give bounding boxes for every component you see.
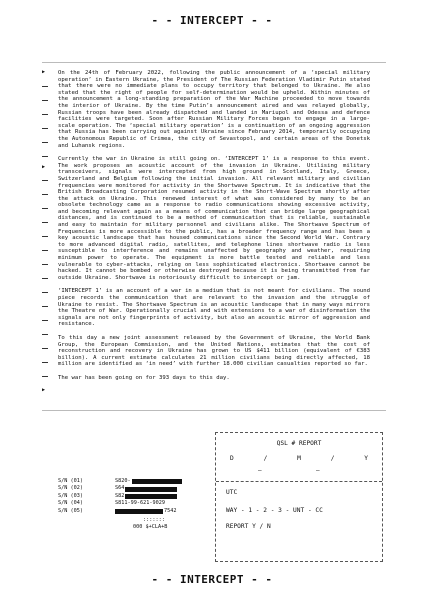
paragraph-days: The war has been going on for 393 days to this day. [58, 374, 230, 381]
qsl-date-underscore: – [316, 467, 320, 474]
margin-dash [42, 264, 48, 265]
signal-label: S/N (03) [58, 492, 83, 499]
signal-row [58, 493, 208, 500]
margin-dash [42, 180, 48, 181]
margin-dash [42, 222, 48, 223]
qsl-separator [216, 481, 382, 482]
qsl-utc: UTC [226, 489, 238, 496]
signal-value: S811-99-621-9029 [115, 500, 165, 507]
signal-row [58, 478, 208, 485]
margin-dash [42, 348, 48, 349]
redaction-bar [115, 509, 163, 514]
paragraph-intercept: Currently the war in Ukraine is still going on. ‘INTERCEPT 1’ is a response to this event. The work proposes an acoustic account of the invasion in Ukraine. Utilising military transceivers, signals were intercepted from high ground in Scotland, Italy, Greece, Switzerland and Belgium following the initial invasion. All relevant military and civilian frequencies were monitored for activity in the Shortwave Spectrum. It is indicative that the British Broadcasting Corporation resumed activity in the Short-Wave Spectrum shortly after the attack on Ukraine. This renewed interest of what was considered by many to be an obsolete technology came as a response to radio communications showing excessive activity, and becoming relevant again as a means of communication that can bridge large geographical distances, and is continued to be a method of communication that is reliable, sustainable and easy to maintain for military personnel and civilians alike. The Shortwave Spectrum of Frequencies is more accessible to the public, has a broader frequency range and has been a key acoustic landscape that has housed communications since the Second World War. Contrary to more advanced digital radio, satellites, and telephone lines shortwave radio is less susceptible to interference and remains unaffected by geography and weather, requiring minimum power to operate. The equipment is more battle tested and reliable and less vulnerable to cyber-attacks, relying on less sophisticated electronics. Shortwave cannot be hacked. It cannot be bombed or otherwise destroyed because it is being transmitted from far outside Ukraine. Shortwave is notoriously difficult to intercept or jam. [58, 156, 370, 281]
margin-dash [42, 306, 48, 307]
paragraph-assessment: To this day a new joint assessment released by the Government of Ukraine, the World Bank Group, the European Commission, and the United Nations, estimates that the cost of reconstruction and recovery in Ukraine has grown to US $411 billion (equivalent of €383 billion). A current estimate calculates 21 million civilians being directly affected, 18 million are identified as ‘in need’ with further 18.000 civilian casualties reported so far. [58, 334, 370, 368]
margin-dash [42, 292, 48, 293]
signal-label: S/N (01) [58, 478, 83, 484]
margin-marks [42, 70, 52, 410]
margin-dash [42, 128, 48, 129]
arrow-marker-icon: ▶ [42, 69, 46, 75]
signal-row [58, 485, 208, 492]
qsl-slash: / [330, 455, 335, 462]
margin-dash [42, 320, 48, 321]
qsl-date-underscore: – [258, 467, 262, 474]
signal-label: S/N (05) [58, 507, 83, 514]
middle-divider [42, 410, 386, 411]
qsl-report-yn: REPORT Y / N [226, 523, 271, 530]
margin-dash [42, 376, 48, 377]
margin-dash [42, 250, 48, 251]
qsl-report-card [215, 432, 383, 562]
article-body [58, 70, 370, 389]
signal-row [58, 500, 208, 507]
top-divider [42, 62, 386, 63]
arrow-marker-icon: ▶ [42, 164, 46, 170]
margin-dash [42, 100, 48, 101]
paragraph-medium: ‘INTERCEPT 1’ is an account of a war in a medium that is not meant for civilians. The sound piece records the communication that are relevant to the invasion and the struggle of Ukraine to resist. The Shortwave Spectrum is an acoustic landscape that in many ways mirrors the Theatre of War. Operationally crucial and with extensions to a war of disinformation the signals are not only fingerprints of activity, but also an acoustic mirror of aggression and resistance. [58, 288, 370, 328]
margin-dash [42, 114, 48, 115]
margin-dash [42, 278, 48, 279]
margin-dash [42, 208, 48, 209]
signal-label: S/N (02) [58, 485, 83, 492]
qsl-title: QSL # REPORT [276, 440, 322, 447]
margin-dash [42, 156, 48, 157]
margin-dash [42, 86, 48, 87]
signal-label: S/N (04) [58, 500, 83, 507]
qsl-day-label: D [230, 455, 234, 462]
margin-dash [42, 334, 48, 335]
margin-dash [42, 142, 48, 143]
code-string: 000 $+CLA+B [133, 524, 168, 530]
paragraph-invasion: On the 24th of February 2022, following the public announcement of a ‘special military operation’ in Eastern Ukraine, the President of The Russian Federation Vladimir Putin stated that there were no immediate plans to occupy territory that belonged to Ukraine. He also stated that the right of people for self-determination would be upheld. Within minutes of the announcement a long-standing preparation of the War Machine proceeded to move towards the interior of Ukraine. By the time Putin’s announcement aired and was relayed globally, Russian troops have been already dispatched and landed in Mariupol and Odessa and defence facilities were targeted. Soon after Russian Military Forces began to engage in a large-scale operation. The ‘special military operation’ is a continuation of an ongoing aggression that Russia has been carrying out against Ukraine since February 2014, temporarily occupying the Autonomous Republic of Crimea, the city of Sevastopol, and certain areas of the Donetsk and Luhansk regions. [58, 70, 370, 149]
signal-row [58, 508, 208, 515]
margin-dash [42, 362, 48, 363]
signal-value: S820- [115, 478, 131, 484]
arrow-marker-icon: ▶ [42, 387, 46, 393]
signal-value: S82 [115, 492, 125, 499]
redaction-bar [125, 487, 177, 492]
margin-dash [42, 194, 48, 195]
page-title: - - INTERCEPT - - [151, 14, 273, 27]
qsl-way: WAY - 1 - 2 - 3 - UNT - CC [226, 507, 323, 514]
qsl-month-label: M [297, 455, 301, 462]
margin-dash [42, 236, 48, 237]
code-dots: ::::::: [143, 517, 165, 523]
footer-title: - - INTERCEPT - - [151, 573, 273, 586]
signal-list [58, 478, 208, 515]
redaction-bar [125, 494, 177, 499]
redaction-bar [132, 479, 182, 484]
qsl-slash: / [263, 455, 268, 462]
qsl-year-label: Y [364, 455, 368, 462]
signal-value: 7542 [164, 507, 177, 514]
qsl-date-fields [230, 455, 368, 462]
signal-value: S64 [115, 485, 125, 492]
